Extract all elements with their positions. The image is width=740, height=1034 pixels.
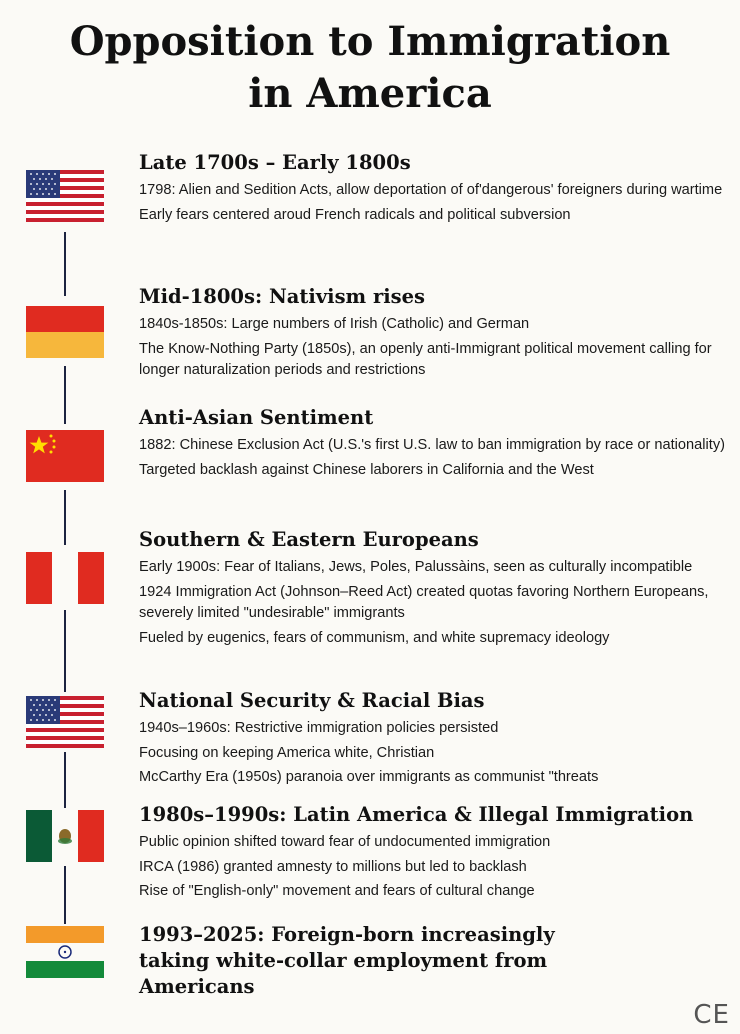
india-flag-graphic	[26, 926, 104, 978]
china-flag-graphic	[26, 430, 104, 482]
section-heading: Late 1700s – Early 1800s	[139, 151, 411, 174]
section-text: 1924 Immigration Act (Johnson–Reed Act) created quotas favoring Northern Europeans, severely limited "undesirable" immigrants	[139, 583, 709, 621]
section-text: Early 1900s: Fear of Italians, Jews, Poles, Palussàins, seen as culturally incompatible	[139, 559, 693, 575]
section-heading: Anti-Asian Sentiment	[139, 406, 374, 429]
timeline-connector	[64, 866, 66, 924]
timeline-section-6	[139, 802, 729, 906]
usa-flag-icon	[26, 696, 104, 748]
timeline-section-4	[139, 527, 729, 652]
red-yellow-flag-graphic	[26, 306, 104, 358]
usa-flag-icon	[26, 170, 104, 222]
section-text: The Know-Nothing Party (1850s), an openly anti-Immigrant political movement calling for longer naturalization periods and restrictions	[139, 340, 712, 378]
red-yellow-flag-icon	[26, 306, 104, 358]
peru-flag-icon	[26, 552, 104, 604]
timeline-section-2	[139, 284, 729, 385]
timeline-connector	[64, 232, 66, 296]
page-title	[0, 16, 740, 120]
section-text: 1798: Alien and Sedition Acts, allow deportation of of'dangerous' foreigners during wartime	[139, 182, 723, 198]
section-heading: 1980s–1990s: Latin America & Illegal Immigration	[139, 803, 694, 826]
section-text: 1840s-1850s: Large numbers of Irish (Catholic) and German	[139, 316, 530, 332]
section-text: Focusing on keeping America white, Christian	[139, 744, 435, 761]
mexico-flag-icon	[26, 810, 104, 862]
timeline-section-3	[139, 405, 729, 484]
section-text: 1940s–1960s: Restrictive immigration policies persisted	[139, 720, 499, 736]
section-heading: Southern & Eastern Europeans	[139, 528, 479, 551]
peru-flag-graphic	[26, 552, 104, 604]
mexico-flag-graphic	[26, 810, 104, 862]
timeline-section-1	[139, 150, 729, 229]
brand-logo: CE	[693, 1000, 730, 1030]
usa-flag-graphic	[26, 170, 104, 222]
section-text: Early fears centered aroud French radicals and political subversion	[139, 206, 571, 223]
timeline-section-5	[139, 688, 729, 792]
india-flag-icon	[26, 926, 104, 978]
china-flag-icon	[26, 430, 104, 482]
section-text: Fueled by eugenics, fears of communism, and white supremacy ideology	[139, 629, 610, 646]
section-heading: Mid-1800s: Nativism rises	[139, 285, 426, 308]
section-text: McCarthy Era (1950s) paranoia over immigrants as communist "threats	[139, 769, 599, 785]
section-heading: National Security & Racial Bias	[139, 689, 485, 712]
title-line-1: Opposition to Immigration	[69, 18, 671, 65]
section-text: Rise of "English-only" movement and fears of cultural change	[139, 883, 535, 899]
timeline-connector	[64, 610, 66, 692]
title-line-2: in America	[248, 70, 492, 117]
timeline-section-7	[139, 922, 619, 1004]
section-text: 1882: Chinese Exclusion Act (U.S.'s first U.S. law to ban immigration by race or nationality)	[139, 437, 725, 453]
section-text: IRCA (1986) granted amnesty to millions but led to backlash	[139, 858, 527, 875]
section-text: Targeted backlash against Chinese laborers in California and the West	[139, 461, 594, 478]
timeline-connector	[64, 490, 66, 545]
timeline-connector	[64, 752, 66, 808]
timeline-connector	[64, 366, 66, 424]
usa-flag-graphic	[26, 696, 104, 748]
section-text: Public opinion shifted toward fear of undocumented immigration	[139, 834, 551, 850]
section-heading: 1993–2025: Foreign-born increasingly taking white-collar employment from Americans	[139, 923, 555, 998]
